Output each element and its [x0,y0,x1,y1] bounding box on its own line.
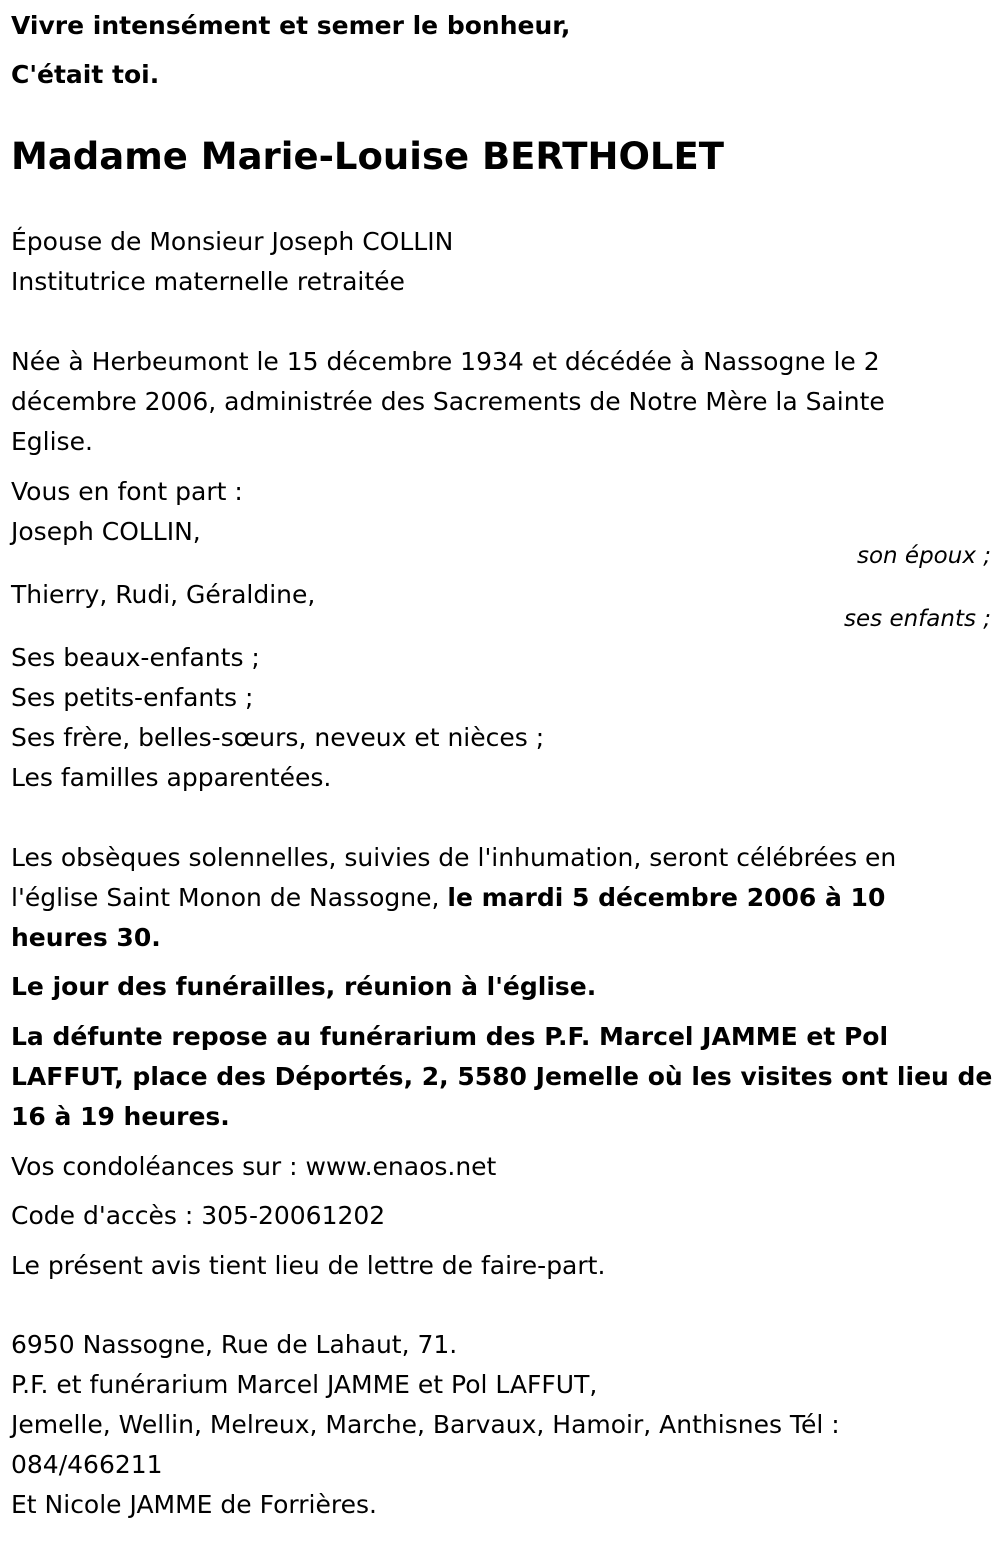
notice-line: Le présent avis tient lieu de lettre de faire-part. [11,1251,606,1280]
condolences-line: Vos condoléances sur : www.enaos.net [11,1152,497,1181]
family-line: Ses petits-enfants ; [11,683,254,712]
announce-intro: Vous en font part : [11,477,243,506]
funeral-place: l'église Saint Monon de Nassogne, [11,883,448,912]
epigraph-line-1: Vivre intensément et semer le bonheur, [11,11,571,40]
birth-death-line-2: décembre 2006, administrée des Sacrements de Notre Mère la Sainte [11,387,885,416]
spouse-line: Épouse de Monsieur Joseph COLLIN [11,227,454,256]
profession-line: Institutrice maternelle retraitée [11,267,405,296]
funeral-time: heures 30. [11,923,161,952]
address-line: P.F. et funérarium Marcel JAMME et Pol LAFFUT, [11,1370,598,1399]
funeral-line-2 [11,878,885,918]
spouse-role: son époux ; [856,543,991,569]
address-line: 084/466211 [11,1450,163,1479]
family-line: Ses beaux-enfants ; [11,643,260,672]
family-line: Les familles apparentées. [11,763,332,792]
visitation-line-1: La défunte repose au funérarium des P.F. Marcel JAMME et Pol [11,1022,889,1051]
children-names: Thierry, Rudi, Géraldine, [11,580,316,609]
family-line: Ses frère, belles-sœurs, neveux et nièces ; [11,723,545,752]
address-line: Jemelle, Wellin, Melreux, Marche, Barvaux, Hamoir, Anthisnes Tél : [11,1410,840,1439]
funeral-line-1: Les obsèques solennelles, suivies de l'inhumation, seront célébrées en [11,843,897,872]
access-code-line: Code d'accès : 305-20061202 [11,1201,386,1230]
deceased-name: Madame Marie-Louise BERTHOLET [11,135,725,178]
birth-death-line-3: Eglise. [11,427,93,456]
address-line: 6950 Nassogne, Rue de Lahaut, 71. [11,1330,458,1359]
spouse-name: Joseph COLLIN, [11,517,201,546]
funeral-date: le mardi 5 décembre 2006 à 10 [447,883,886,912]
visitation-line-2: LAFFUT, place des Déportés, 2, 5580 Jemelle où les visites ont lieu de [11,1062,993,1091]
birth-death-line-1: Née à Herbeumont le 15 décembre 1934 et décédée à Nassogne le 2 [11,347,880,376]
children-role: ses enfants ; [844,606,991,632]
address-line: Et Nicole JAMME de Forrières. [11,1490,377,1519]
epigraph-line-2: C'était toi. [11,60,160,89]
visitation-line-3: 16 à 19 heures. [11,1102,230,1131]
meeting-line: Le jour des funérailles, réunion à l'église. [11,972,597,1001]
